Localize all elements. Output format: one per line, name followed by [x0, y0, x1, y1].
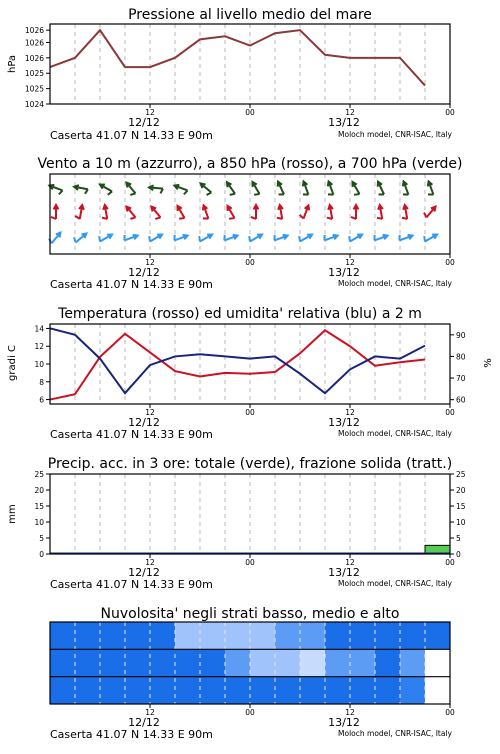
temperature-ytick-label: 10 [34, 360, 44, 369]
cloud-cell [325, 677, 351, 704]
cloud-date-label: 12/12 [128, 716, 160, 729]
wind850-barb-feather [424, 213, 426, 218]
wind850-barb-feather [327, 218, 332, 219]
wind-xtick-label: 00 [445, 258, 455, 267]
cloud-cell [300, 677, 326, 704]
cloud-xtick-label: 12 [145, 708, 155, 717]
cloud-cell [175, 622, 201, 649]
precip-location: Caserta 41.07 N 14.33 E 90m [50, 578, 213, 591]
pressure-xtick-label: 00 [245, 108, 255, 117]
precip-ytick-label-right: 10 [456, 518, 466, 527]
precip-xtick-label: 00 [245, 558, 255, 567]
temperature-date-label: 12/12 [128, 416, 160, 429]
cloud-cell [400, 622, 426, 649]
wind850-barb-feather [75, 216, 80, 219]
precip-date-label: 12/12 [128, 566, 160, 579]
cloud-cell [150, 622, 176, 649]
wind-xtick-label: 12 [145, 258, 155, 267]
precip-ytick-label-right: 0 [456, 550, 461, 559]
wind700-barb-feather [59, 190, 63, 194]
humidity-ytick-label: 80 [456, 352, 466, 361]
cloud-cell [275, 649, 301, 676]
temperature-xtick-label: 12 [345, 408, 355, 417]
cloud-cell [100, 649, 126, 676]
wind850-barb-feather [229, 218, 234, 219]
wind850-barb-feather [155, 217, 160, 219]
cloud-cell [125, 622, 151, 649]
precip-ytick-label: 25 [34, 470, 44, 479]
temperature-location: Caserta 41.07 N 14.33 E 90m [50, 428, 213, 441]
wind850-barb-feather [179, 218, 184, 219]
humidity-ytick-label: 70 [456, 374, 466, 383]
wind-credit: Moloch model, CNR-ISAC, Italy [338, 279, 453, 288]
pressure-ylabel: hPa [7, 55, 18, 73]
wind-date-label: 13/12 [328, 266, 360, 279]
cloud-cell [375, 622, 401, 649]
precip-xtick-label: 00 [445, 558, 455, 567]
temperature-xtick-label: 12 [145, 408, 155, 417]
cloud-cell [275, 622, 301, 649]
wind10-barb-feather [149, 236, 150, 241]
cloud-cell [125, 649, 151, 676]
temperature-ytick-label: 12 [34, 342, 44, 351]
temperature-xtick-label: 00 [245, 408, 255, 417]
temperature-credit: Moloch model, CNR-ISAC, Italy [338, 429, 453, 438]
cloud-cell [75, 622, 101, 649]
cloud-cell [300, 622, 326, 649]
precip-credit: Moloch model, CNR-ISAC, Italy [338, 579, 453, 588]
pressure-ytick-label: 1024 [25, 100, 44, 109]
cloud-cell [175, 677, 201, 704]
cloud-cell [75, 649, 101, 676]
wind700-barb-feather [184, 190, 188, 194]
cloud-cell [225, 622, 251, 649]
cloud-cell [350, 677, 376, 704]
precip-ytick-label-right: 20 [456, 486, 466, 495]
cloud-cell [350, 649, 376, 676]
pressure-ytick-label: 1026 [25, 38, 44, 47]
pressure-xtick-label: 12 [345, 108, 355, 117]
cloud-cell [425, 622, 451, 649]
cloud-cell [225, 677, 251, 704]
pressure-ytick-label: 1026 [25, 26, 44, 35]
wind-xtick-label: 00 [245, 258, 255, 267]
pressure-credit: Moloch model, CNR-ISAC, Italy [338, 130, 453, 139]
cloud-date-label: 13/12 [328, 716, 360, 729]
cloud-cell [300, 649, 326, 676]
precip-ytick-label: 5 [39, 534, 44, 543]
humidity-ytick-label: 90 [456, 331, 466, 340]
precip-ylabel: mm [7, 504, 18, 523]
cloud-cell [375, 649, 401, 676]
cloud-cell [200, 622, 226, 649]
precip-ytick-label: 20 [34, 486, 44, 495]
pressure-date-label: 13/12 [328, 116, 360, 129]
wind850-barb-feather [377, 218, 382, 219]
cloud-cell [375, 677, 401, 704]
wind850-barb-feather [300, 215, 304, 219]
wind10-barb-feather [424, 236, 425, 241]
wind-xtick-label: 12 [345, 258, 355, 267]
cloud-cell [50, 677, 76, 704]
cloud-credit: Moloch model, CNR-ISAC, Italy [338, 729, 453, 738]
cloud-cell [250, 649, 276, 676]
cloud-cell [225, 649, 251, 676]
wind-location: Caserta 41.07 N 14.33 E 90m [50, 278, 213, 291]
humidity-ytick-label: 60 [456, 396, 466, 405]
wind10-barb-feather [199, 236, 200, 241]
cloud-title: Nuvolosita' negli strati basso, medio e alto [101, 606, 400, 622]
temperature-ylabel: gradi C [7, 345, 18, 381]
cloud-cell [50, 649, 76, 676]
cloud-cell [400, 649, 426, 676]
cloud-xtick-label: 00 [245, 708, 255, 717]
cloud-cell [425, 649, 451, 676]
wind-title: Vento a 10 m (azzurro), a 850 hPa (rosso), a 700 hPa (verde) [37, 156, 462, 172]
precip-xtick-label: 12 [345, 558, 355, 567]
temperature-ytick-label: 14 [34, 324, 44, 333]
pressure-ytick-label: 1025 [25, 85, 44, 94]
cloud-cell [400, 677, 426, 704]
wind10-barb-feather [249, 236, 250, 241]
temperature-line [50, 330, 425, 399]
wind10-barb-feather [349, 236, 350, 241]
cloud-cell [250, 622, 276, 649]
temperature-title: Temperatura (rosso) ed umidita' relativa (blu) a 2 m [57, 306, 422, 322]
cloud-cell [125, 677, 151, 704]
cloud-cell [50, 622, 76, 649]
humidity-line [50, 328, 425, 393]
wind10-barb-feather [99, 236, 100, 241]
cloud-cell [150, 649, 176, 676]
pressure-date-label: 12/12 [128, 116, 160, 129]
cloud-cell [175, 649, 201, 676]
cloud-cell [200, 677, 226, 704]
cloud-cell [325, 649, 351, 676]
temperature-ytick-label: 6 [39, 396, 44, 405]
humidity-ylabel: % [483, 358, 494, 368]
wind850-barb-feather [130, 217, 135, 219]
cloud-xtick-label: 12 [345, 708, 355, 717]
precip-ytick-label-right: 25 [456, 470, 466, 479]
wind850-barb-feather [402, 218, 407, 219]
cloud-cell [250, 677, 276, 704]
wind700-barb-feather [207, 192, 212, 194]
wind700-barb-feather [254, 194, 259, 195]
wind850-barb-feather [277, 218, 282, 219]
cloud-cell [150, 677, 176, 704]
cloud-cell [100, 677, 126, 704]
precip-ytick-label: 10 [34, 518, 44, 527]
cloud-cell [275, 677, 301, 704]
precip-ytick-label: 0 [39, 550, 44, 559]
cloud-cell [350, 622, 376, 649]
cloud-location: Caserta 41.07 N 14.33 E 90m [50, 728, 213, 741]
wind700-barb-feather [85, 189, 88, 194]
precip-ytick-label: 15 [34, 502, 44, 511]
pressure-xtick-label: 00 [445, 108, 455, 117]
temperature-ytick-label: 8 [39, 378, 44, 387]
pressure-title: Pressione al livello medio del mare [128, 7, 372, 23]
precip-date-label: 13/12 [328, 566, 360, 579]
pressure-xtick-label: 12 [145, 108, 155, 117]
pressure-ytick-label: 1025 [25, 69, 44, 78]
cloud-cell [75, 677, 101, 704]
precip-ytick-label-right: 15 [456, 502, 466, 511]
pressure-ytick-label: 1026 [25, 54, 44, 63]
wind700-barb-feather [230, 194, 235, 195]
wind-date-label: 12/12 [128, 266, 160, 279]
wind700-barb-feather [130, 193, 135, 195]
temperature-xtick-label: 00 [445, 408, 455, 417]
cloud-xtick-label: 00 [445, 708, 455, 717]
wind10-barb-feather [299, 236, 300, 241]
temperature-date-label: 13/12 [328, 416, 360, 429]
cloud-cell [425, 677, 451, 704]
precip-title: Precip. acc. in 3 ore: totale (verde), frazione solida (tratt.) [48, 456, 452, 472]
precip-ytick-label-right: 5 [456, 534, 461, 543]
cloud-cell [325, 622, 351, 649]
pressure-line [50, 30, 425, 85]
wind700-barb-feather [108, 192, 112, 195]
precip-xtick-label: 12 [145, 558, 155, 567]
pressure-location: Caserta 41.07 N 14.33 E 90m [50, 129, 213, 142]
wind700-barb-feather [354, 194, 359, 195]
cloud-cell [200, 649, 226, 676]
wind850-barb-feather [102, 218, 107, 219]
cloud-cell [100, 622, 126, 649]
